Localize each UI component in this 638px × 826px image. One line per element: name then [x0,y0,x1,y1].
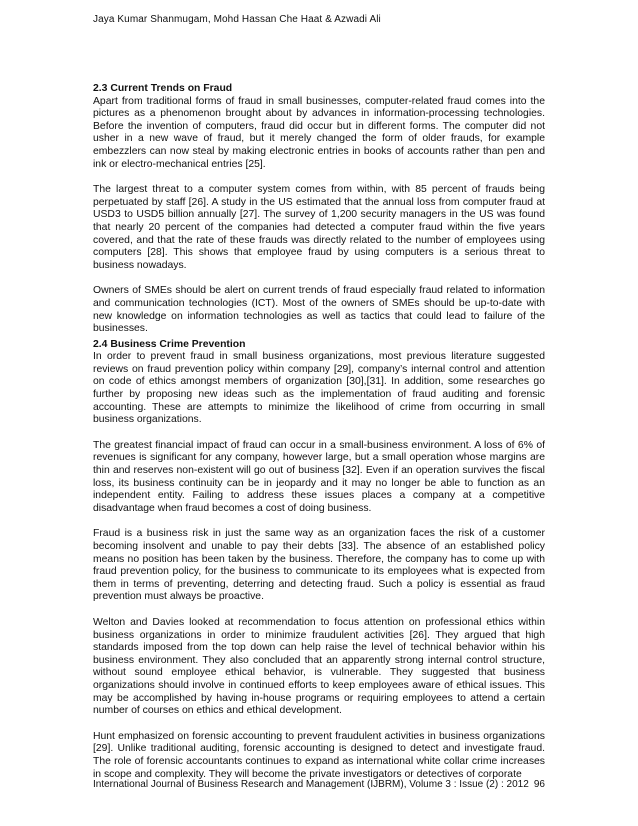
paragraph: Owners of SMEs should be alert on current trends of fraud especially fraud related to information and communication technologies (ICT). Most of the owners of SMEs should be up-to-date with new knowledge on information technologies as well as tactics that could lead to failure of the businesses. [93,285,545,335]
journal-citation: International Journal of Business Research and Management (IJBRM), Volume 3 : Issue (2) : 2012 [93,779,529,790]
paragraph: The largest threat to a computer system comes from within, with 85 percent of frauds being perpetuated by staff [26]. A study in the US estimated that the annual loss from computer fraud at USD3 to USD5 billion annually [27]. The survey of 1,200 security managers in the US was found that nearly 20 percent of the companies had detected a computer fraud within the five years covered, and that the rate of these frauds was directly related to the number of employees using computers [28]. This shows that employee fraud by using computers is a serious threat to business nowadays. [93,184,545,271]
paragraph: Fraud is a business risk in just the same way as an organization faces the risk of a customer becoming insolvent and unable to pay their debts [33]. The absence of an established policy means no position has been taken by the business. Therefore, the company has to come up with fraud prevention policy, for the business to communicate to its employees what is expected from them in terms of preventing, deterring and detecting fraud. Such a policy is essential as fraud prevention must always be proactive. [93,528,545,603]
section-heading-business-crime-prevention: 2.4 Business Crime Prevention [93,338,246,350]
paragraph: Hunt emphasized on forensic accounting to prevent fraudulent activities in business organizations [29]. Unlike traditional auditing, forensic accounting is designed to detect and investigate fraud. The role of forensic accountants continues to expand as international white collar crime increases in scope and complexity. They will become the private investigators or detectives of corporate [93,730,545,780]
running-header: Jaya Kumar Shanmugam, Mohd Hassan Che Haat & Azwadi Ali [93,14,381,25]
paragraph: In order to prevent fraud in small business organizations, most previous literature suggested reviews on fraud prevention policy within company [29], company’s internal control and attention on code of ethics amongst members of organization [30],[31]. In addition, some researches go further by proposing new ideas such as the implementation of fraud auditing and forensic accounting. These are attempts to minimize the likelihood of crime from occurring in small business organizations. [93,351,545,426]
article-body [93,83,545,794]
section-heading-current-trends: 2.3 Current Trends on Fraud [93,83,233,94]
paragraph: The greatest financial impact of fraud can occur in a small-business environment. A loss of 6% of revenues is significant for any company, however large, but a small operation whose margins are thin and reserves non-existent will go out of business [32]. Even if an operation survives the fiscal loss, its business continuity can be in jeopardy and it may no longer be able to function as an independent entity. Failing to address these issues places a company at a competitive disadvantage when fraud becomes a cost of doing business. [93,439,545,514]
paragraph: Apart from traditional forms of fraud in small businesses, computer-related fraud comes into the pictures as a phenomenon brought about by advances in information-processing technologies. Before the invention of computers, fraud did occur but in different forms. The computer did not usher in a new wave of fraud, but it merely changed the form of older frauds, for example embezzlers can now steal by making electronic entries in books of accounts rather than pen and ink or electro-mechanical entries [25]. [93,95,545,170]
page-footer [93,779,545,790]
page-number: 96 [533,779,545,790]
paragraph: Welton and Davies looked at recommendation to focus attention on professional ethics within business organizations in order to minimize fraudulent activities [26]. They argued that high standards imposed from the top down can help raise the level of technical behavior within his business environment. They also concluded that an apparently strong internal control structure, without sound employee ethical behavior, is vulnerable. They suggested that business organizations should involve in continued efforts to keep employees aware of ethical issues. This may be accomplished by having in-house programs or requiring employees to attend a certain number of courses on ethics and ethical development. [93,616,545,717]
